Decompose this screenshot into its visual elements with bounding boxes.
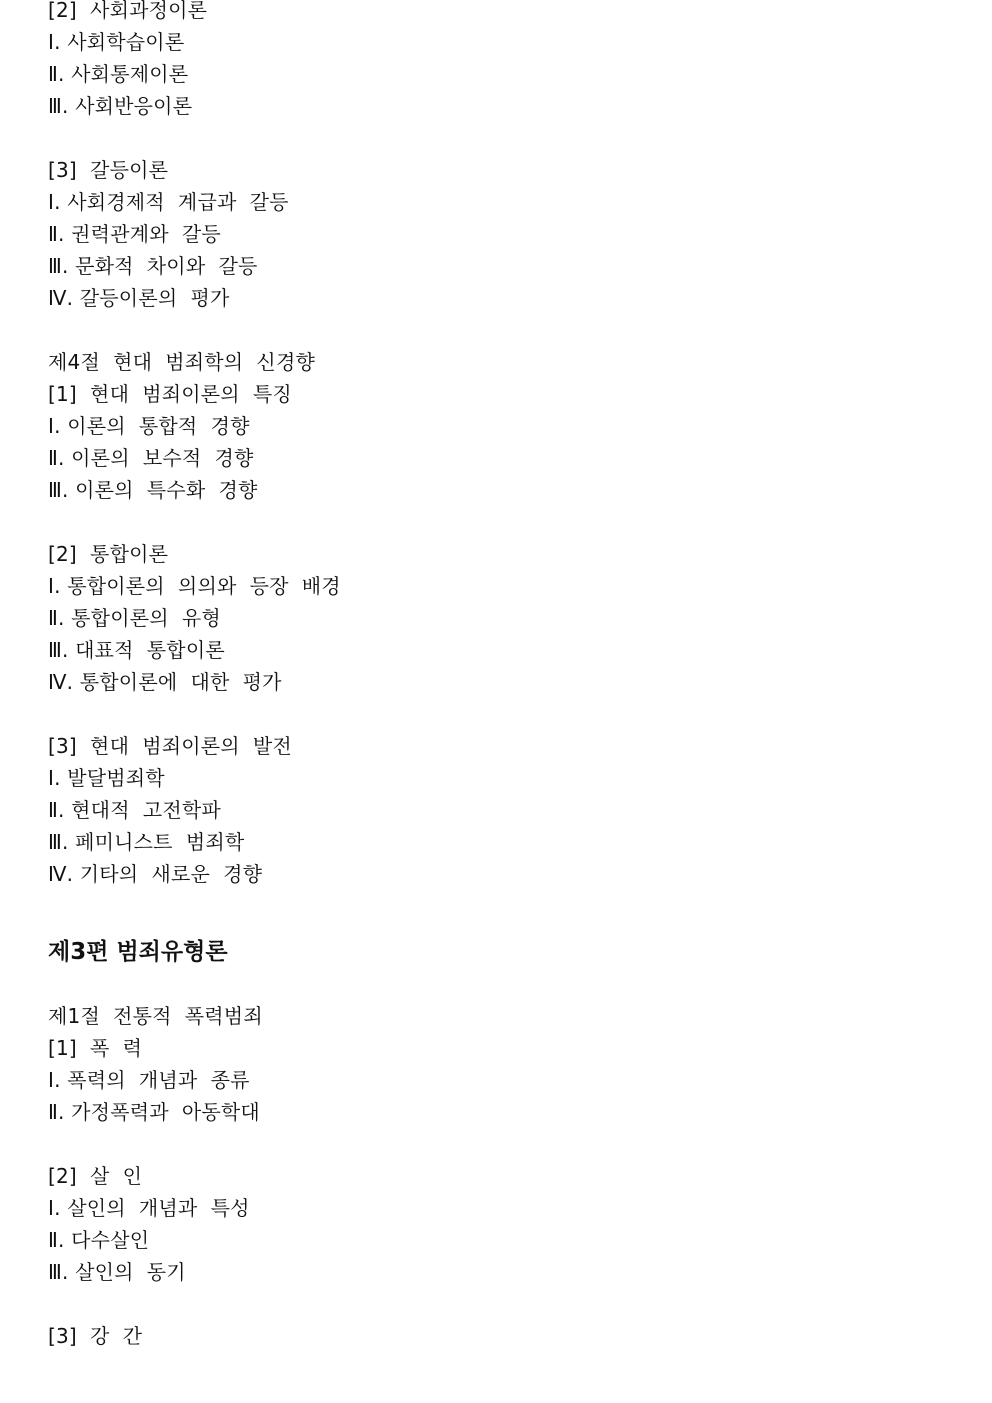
heading-line: [2] 사회과정이론 [48,0,208,22]
list-item: Ⅳ. 기타의 새로운 경향 [48,862,263,886]
document-page [48,0,948,1352]
list-item: Ⅲ. 살인의 동기 [48,1260,186,1284]
list-item: Ⅰ. 이론의 통합적 경향 [48,414,250,438]
section-traditional-violent-crime [48,1000,948,1128]
list-item: Ⅲ. 페미니스트 범죄학 [48,830,245,854]
list-item: Ⅱ. 통합이론의 유형 [48,606,221,630]
list-item: Ⅰ. 발달범죄학 [48,766,165,790]
list-item: Ⅲ. 문화적 차이와 갈등 [48,254,258,278]
list-item: Ⅰ. 사회경제적 계급과 갈등 [48,190,289,214]
section-integration-theory [48,538,948,698]
heading-line: [3] 강 간 [48,1324,143,1348]
spacer [48,982,948,1000]
list-item: Ⅲ. 이론의 특수화 경향 [48,478,258,502]
section-homicide [48,1160,948,1288]
spacer [48,698,948,730]
heading-line: [3] 현대 범죄이론의 발전 [48,734,292,758]
chapter-heading: 제4절 현대 범죄학의 신경향 [48,350,315,374]
part-title: 제3편 범죄유형론 [48,939,228,965]
section-social-process-theory [48,0,948,122]
spacer [48,314,948,346]
spacer [48,1128,948,1160]
chapter-heading: 제1절 전통적 폭력범죄 [48,1004,263,1028]
heading-line: [2] 통합이론 [48,542,169,566]
list-item: Ⅰ. 통합이론의 의의와 등장 배경 [48,574,341,598]
section-modern-theory-development [48,730,948,890]
list-item: Ⅳ. 통합이론에 대한 평가 [48,670,282,694]
spacer [48,1288,948,1320]
list-item: Ⅰ. 폭력의 개념과 종류 [48,1068,250,1092]
list-item: Ⅱ. 현대적 고전학파 [48,798,221,822]
list-item: Ⅱ. 사회통제이론 [48,62,189,86]
list-item: Ⅲ. 대표적 통합이론 [48,638,225,662]
list-item: Ⅲ. 사회반응이론 [48,94,193,118]
list-item: Ⅱ. 다수살인 [48,1228,150,1252]
spacer [48,122,948,154]
list-item: Ⅳ. 갈등이론의 평가 [48,286,230,310]
heading-line: [1] 현대 범죄이론의 특징 [48,382,292,406]
heading-line: [3] 갈등이론 [48,158,169,182]
list-item: Ⅰ. 사회학습이론 [48,30,185,54]
spacer [48,506,948,538]
list-item: Ⅱ. 권력관계와 갈등 [48,222,221,246]
section-conflict-theory [48,154,948,314]
spacer [48,890,948,922]
section-rape [48,1320,948,1352]
heading-line: [2] 살 인 [48,1164,143,1188]
list-item: Ⅰ. 살인의 개념과 특성 [48,1196,250,1220]
heading-line: [1] 폭 력 [48,1036,143,1060]
section-modern-criminology-trends [48,346,948,506]
list-item: Ⅱ. 이론의 보수적 경향 [48,446,254,470]
list-item: Ⅱ. 가정폭력과 아동학대 [48,1100,260,1124]
